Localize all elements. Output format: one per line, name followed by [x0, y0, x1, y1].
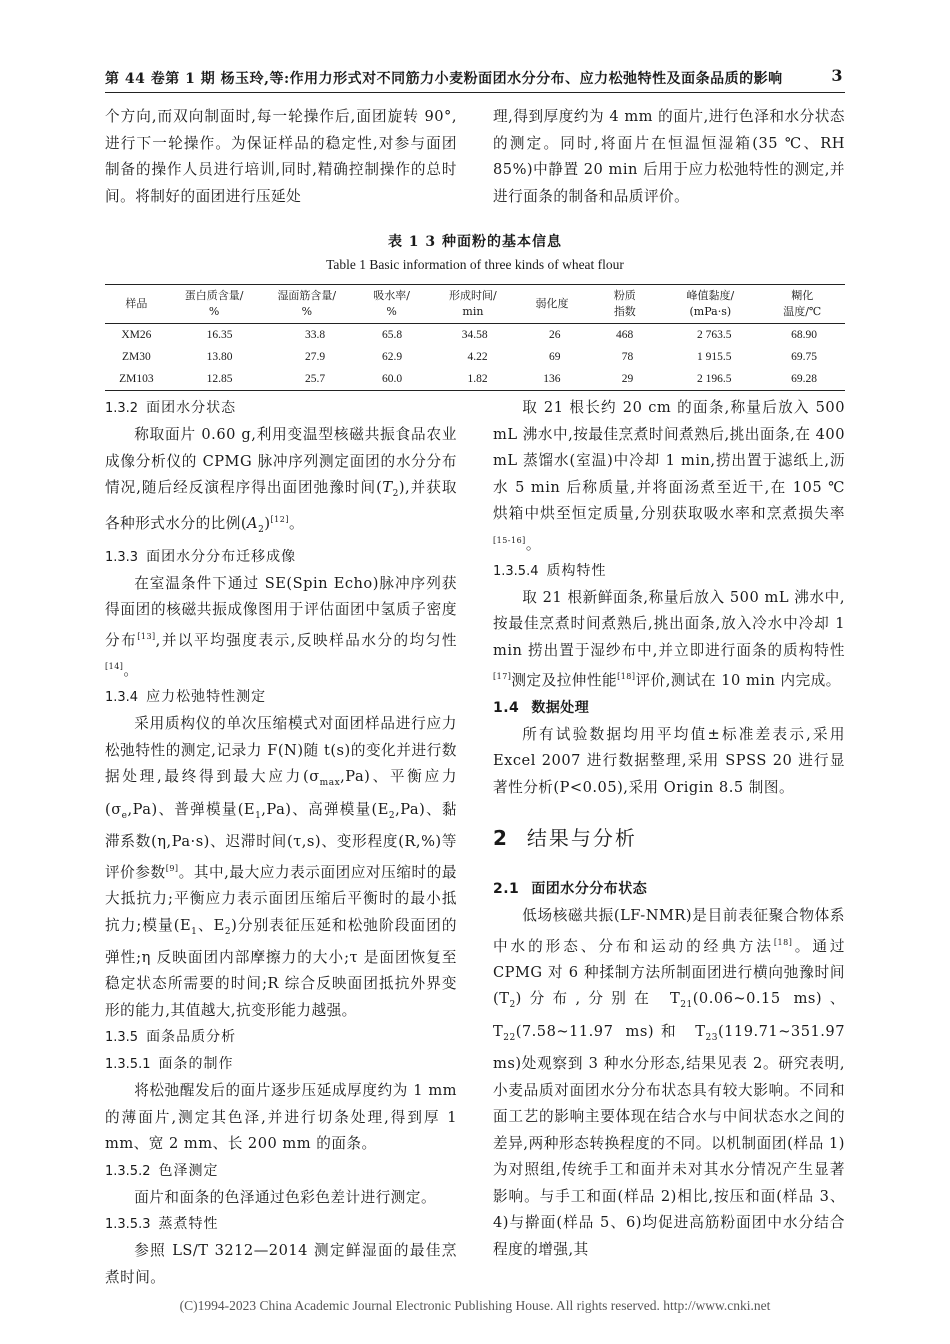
section-1-4-text: 所有试验数据均用平均值±标准差表示,采用 Excel 2007 进行数据整理,采用 SPSS 20 进行显著性分析(P<0.05),采用 Origin 8.5 制图。	[493, 725, 845, 796]
table-cell: 4.22	[467, 351, 488, 363]
table1-header-cell	[430, 285, 516, 324]
right-column	[493, 395, 845, 801]
table1-header-cell	[516, 285, 589, 324]
table-cell: 78	[621, 351, 634, 363]
right-column-lower	[493, 876, 845, 1263]
section-2-heading: 2 结果与分析	[493, 826, 637, 850]
table1-header-cell	[105, 285, 168, 324]
table1-header-cell	[661, 285, 759, 324]
section-1-3-4-heading: 1.3.4 应力松弛特性测定	[105, 689, 267, 706]
table-cell: 62.9	[382, 351, 403, 363]
section-1-3-5-2-text: 面片和面条的色泽通过色彩色差计进行测定。	[134, 1188, 437, 1206]
section-2-1-text: 低场核磁共振(LF-NMR)是目前表征聚合物体系中水的形态、分布和运动的经典方法[18]。通过 CPMG 对 6 种揉制方法所制面团进行横向弛豫时间$(T_2)$分布,分别在 $T_{21}(0.06\sim 0.15$ ms)、$T_{22}(7.58\sim 11.97$ ms)和 $T_{23}(119.71\sim 351.97$ ms)处观察到 3 种水分形态,结果见表 2。研究表明,小麦品质对面团水分分布状态具有较大影响。不同和面工艺的影响主要体现在结合水与中间状态水之间的差异,两种形态转换程度的不同。以机制面团(样品 1)为对照组,传统手工和面并未对其水分情况产生显著影响。与手工和面(样品 2)相比,按压和面(样品 3、4)与擀面(样品 5、6)均促进高筋粉面团中水分结合程度的增强,其	[493, 907, 845, 1258]
table-cell: 60.0	[353, 368, 430, 391]
left-top-block	[105, 104, 457, 210]
table-row	[105, 346, 845, 368]
section-2-1-heading: 2.1 面团水分分布状态	[493, 881, 648, 897]
left-top-paragraph: 个方向,而双向制面时,每一轮操作后,面团旋转 90°,进行下一轮操作。为保证样品的稳定性,对参与面团制备的操作人员进行培训,同时,精确控制操作的总时间。将制好的面团进行压延处	[105, 108, 457, 205]
table1-header-unit: (mPa·s)	[689, 305, 732, 318]
table1-header-label: 峰值黏度/	[686, 289, 735, 302]
section-1-4-heading: 1.4 数据处理	[493, 699, 590, 716]
section-1-3-2-heading: 1.3.2 面团水分状态	[105, 400, 237, 416]
left-column	[105, 395, 457, 1291]
table1-header-unit: %	[386, 305, 397, 318]
table-cell: 1.82	[430, 368, 516, 391]
table-cell: 12.85	[168, 368, 261, 391]
table1-header-cell	[588, 285, 661, 324]
table-cell: 468	[615, 329, 634, 341]
table1-header-unit: 温度/℃	[783, 305, 822, 318]
table1-header-unit: min	[462, 305, 484, 318]
table1-header-cell	[353, 285, 430, 324]
section-1-3-5-3-heading: 1.3.5.3 蒸煮特性	[105, 1216, 219, 1233]
table-cell: 26	[548, 329, 561, 341]
table1-header-label: 糊化	[791, 289, 814, 302]
right-top-block	[493, 104, 845, 210]
table-cell: 27.9	[305, 351, 326, 363]
table-row	[105, 368, 845, 391]
table-cell: 25.7	[260, 368, 353, 391]
table-cell: 29	[588, 368, 661, 391]
section-1-3-5-3-text: 参照 LS/T 3212—2014 测定鲜湿面的最佳烹煮时间。	[105, 1242, 457, 1286]
table1-header-label: 弱化度	[535, 297, 569, 310]
table-cell: 69.28	[759, 368, 845, 391]
right-top-paragraph: 理,得到厚度约为 4 mm 的面片,进行色泽和水分状态的测定。同时,将面片在恒温恒湿箱(35 ℃、RH 85%)中静置 20 min 后用于应力松弛特性的测定,并进行面条的制备和品质评价。	[493, 108, 845, 205]
table-cell: 13.80	[206, 351, 233, 363]
table-cell: 33.8	[305, 329, 326, 341]
table1-caption-en: Table 1 Basic information of three kinds of wheat flour	[326, 257, 624, 272]
section-1-3-5-4-text: 取 21 根新鲜面条,称量后放入 500 mL 沸水中,按最佳烹煮时间煮熟后,挑出面条,放入冷水中冷却 1 min 捞出置于湿纱布中,并立即进行面条的质构特性[17]测定及拉伸性能[18]评价,测试在 10 min 内完成。	[493, 588, 845, 690]
table-cell: 2 196.5	[661, 368, 759, 391]
table-cell: ZM30	[122, 351, 151, 363]
section-1-3-5-2-heading: 1.3.5.2 色泽测定	[105, 1162, 219, 1179]
table1-header-cell	[168, 285, 261, 324]
running-header	[105, 66, 845, 93]
section-1-3-3-heading: 1.3.3 面团水分分布迁移成像	[105, 548, 297, 565]
table-row	[105, 324, 845, 347]
table1-header-label: 样品	[125, 297, 148, 310]
table1-header-row	[105, 285, 845, 324]
table-cell: 69.75	[791, 351, 817, 363]
table-cell: 34.58	[461, 329, 488, 341]
table1-header-unit: %	[208, 305, 220, 318]
table-cell: 1 915.5	[696, 351, 732, 363]
table1	[105, 284, 845, 391]
table1-header-label: 形成时间/	[449, 289, 497, 302]
table-cell: 136	[516, 368, 589, 391]
table1-header-unit: %	[301, 305, 313, 318]
table1-header-label: 蛋白质含量/	[184, 289, 244, 302]
table1-header-label: 湿面筋含量/	[277, 289, 337, 302]
section-1-3-3-text: 在室温条件下通过 SE(Spin Echo)脉冲序列获得面团的核磁共振成像图用于评估面团中氢质子密度分布[13],并以平均强度表示,反映样品水分的均匀性[14]。	[105, 574, 457, 679]
table-cell: XM26	[121, 329, 152, 341]
copyright-footer: (C)1994-2023 China Academic Journal Electronic Publishing House. All rights reserved. http://www.cnki.net	[179, 1298, 771, 1313]
table-cell: 2 763.5	[696, 329, 732, 341]
section-1-3-5-1-heading: 1.3.5.1 面条的制作	[105, 1056, 234, 1073]
table1-caption-cn: 表 1 3 种面粉的基本信息	[387, 234, 563, 250]
table1-header-label: 吸水率/	[373, 289, 410, 302]
table1-header-unit: 指数	[613, 305, 636, 318]
section-1-3-5-heading: 1.3.5 面条品质分析	[105, 1029, 237, 1046]
table-cell: ZM103	[105, 368, 168, 391]
table1-header-label: 粉质	[613, 289, 636, 302]
section-1-3-2-text: 称取面片 0.60 g,利用变温型核磁共振食品农业成像分析仪的 CPMG 脉冲序列测定面团的水分分布情况,随后经反演程序得出面团弛豫时间$(T_2)$,并获取各种形式水分的比例$(A_2)[12]$。	[105, 426, 457, 536]
section-1-3-4-text: 采用质构仪的单次压缩模式对面团样品进行应力松弛特性的测定,记录力 F(N)随 t(s)的变化并进行数据处理,最终得到最大应力$(\sigma_{max},Pa)$、平衡应力$(\sigma_e,Pa)$、普弹模量$(E_1,Pa)$、高弹模量$(E_2,Pa)$、黏滞系数(η,Pa·s)、迟滞时间(τ,s)、变形程度(R,%)等评价参数[9]。其中,最大应力表示面团应对压缩时的最大抵抗力;平衡应力表示面团压缩后平衡时的最小抵抗力;模量($E_1$、$E_2$)分别表征压延和松弛阶段面团的弹性;η 反映面团内部摩擦力的大小;τ 是面团恢复至稳定状态所需要的时间;R 综合反映面团抵抗外界变形的能力,其值越大,抗变形能力越强。	[105, 715, 458, 1019]
table1-header-cell	[759, 285, 845, 324]
running-title: 第 44 卷第 1 期 杨玉玲,等:作用力形式对不同筋力小麦粉面团水分分布、应力松弛特性及面条品质的影响	[105, 71, 783, 87]
table-cell: 16.35	[206, 329, 233, 341]
section-1-3-5-1-text: 将松弛醒发后的面片逐步压延成厚度约为 1 mm 的薄面片,测定其色泽,并进行切条处理,得到厚 1 mm、宽 2 mm、长 200 mm 的面条。	[105, 1082, 457, 1153]
page-number: 3	[831, 66, 843, 85]
table1-header-cell	[260, 285, 353, 324]
table-cell: 69	[548, 351, 561, 363]
table-cell: 68.90	[791, 329, 817, 341]
table-cell: 65.8	[382, 329, 403, 341]
section-1-3-5-4-heading: 1.3.5.4 质构特性	[493, 562, 607, 579]
cooking-paragraph: 取 21 根长约 20 cm 的面条,称量后放入 500 mL 沸水中,按最佳烹煮时间煮熟后,挑出面条,在 400 mL 蒸馏水(室温)中冷却 1 min,捞出置于滤纸上,沥水 5 min 后称质量,并将面汤煮至近干,在 105 ℃ 烘箱中烘至恒定质量,分别获取吸水率和烹煮损失率[15-16]。	[493, 399, 845, 553]
